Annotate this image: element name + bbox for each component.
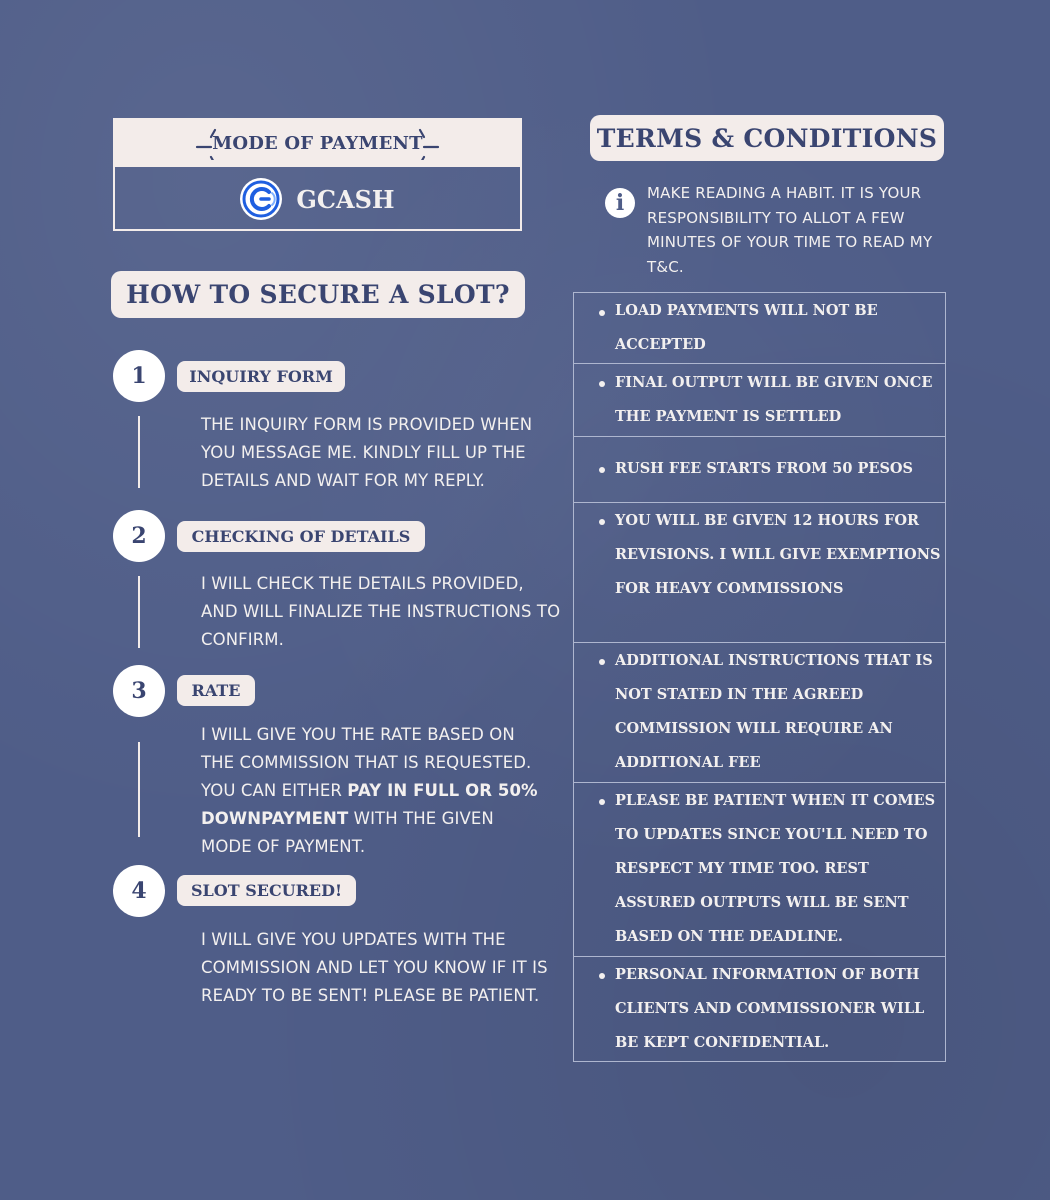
terms-item-text: LOAD PAYMENTS WILL NOT BE ACCEPTED: [615, 302, 878, 353]
how-to-heading: HOW TO SECURE A SLOT?: [111, 271, 525, 318]
step-1-title: INQUIRY FORM: [177, 361, 345, 392]
terms-item-text: PERSONAL INFORMATION OF BOTH CLIENTS AND COMMISSIONER WILL BE KEPT CONFIDENTIAL.: [615, 966, 925, 1051]
terms-item: [573, 363, 946, 437]
terms-item-text: RUSH FEE STARTS FROM 50 PESOS: [615, 460, 914, 477]
step-4-text: I WILL GIVE YOU UPDATES WITH THE COMMISSION AND LET YOU KNOW IF IT IS READY TO BE SENT! PLEASE BE PATIENT.: [201, 930, 548, 1005]
step-1-number: 1: [113, 350, 165, 402]
terms-item-text: PLEASE BE PATIENT WHEN IT COMES TO UPDATES SINCE YOU'LL NEED TO RESPECT MY TIME TOO. REST ASSURED OUTPUTS WILL BE SENT BASED ON THE DEADLINE.: [615, 792, 936, 945]
step-1-text: THE INQUIRY FORM IS PROVIDED WHEN YOU MESSAGE ME. KINDLY FILL UP THE DETAILS AND WAIT FOR MY REPLY.: [201, 415, 533, 490]
step-3-number: 3: [113, 665, 165, 717]
bullet-icon: [599, 381, 605, 387]
payment-header: [115, 120, 520, 167]
bullet-icon: [599, 659, 605, 665]
payment-method-row: [115, 169, 520, 229]
step-4-title: SLOT SECURED!: [177, 875, 356, 906]
step-3-connector: [138, 742, 140, 837]
bullet-icon: [599, 310, 605, 316]
info-icon: i: [605, 188, 635, 218]
terms-item-text: FINAL OUTPUT WILL BE GIVEN ONCE THE PAYMENT IS SETTLED: [615, 374, 933, 425]
payment-method: GCASH: [296, 184, 395, 214]
terms-item: [573, 642, 946, 783]
bullet-icon: [599, 973, 605, 979]
step-4-number: 4: [113, 865, 165, 917]
step-2-title: CHECKING OF DETAILS: [177, 521, 425, 552]
bullet-icon: [599, 799, 605, 805]
step-2-text: I WILL CHECK THE DETAILS PROVIDED, AND WILL FINALIZE THE INSTRUCTIONS TO CONFIRM.: [201, 574, 561, 649]
bullet-icon: [599, 467, 605, 473]
step-3-text: [201, 721, 546, 861]
terms-item: [573, 292, 946, 364]
gcash-logo-mark: [242, 180, 280, 218]
terms-intro: MAKE READING A HABIT. IT IS YOUR RESPONSIBILITY TO ALLOT A FEW MINUTES OF YOUR TIME TO READ MY T&C.: [647, 184, 933, 276]
step-1-connector: [138, 416, 140, 488]
terms-item: [573, 782, 946, 957]
step-3-text-end: WITH THE GIVEN MODE OF PAYMENT.: [201, 809, 494, 856]
step-2-connector: [138, 576, 140, 648]
step-3-title: RATE: [177, 675, 255, 706]
payment-box: [113, 118, 522, 231]
step-3-text-emphasis: PAY IN FULL OR 50% DOWNPAYMENT: [201, 781, 538, 828]
terms-heading: TERMS & CONDITIONS: [590, 115, 944, 161]
terms-item: [573, 436, 946, 503]
terms-item: [573, 502, 946, 643]
step-2-number: 2: [113, 510, 165, 562]
terms-item-text: YOU WILL BE GIVEN 12 HOURS FOR REVISIONS. I WILL GIVE EXEMPTIONS FOR HEAVY COMMISSIONS: [615, 512, 941, 597]
sparkle-right-icon: [414, 126, 442, 160]
payment-title: MODE OF PAYMENT: [212, 133, 423, 154]
terms-item: [573, 956, 946, 1062]
terms-item-text: ADDITIONAL INSTRUCTIONS THAT IS NOT STATED IN THE AGREED COMMISSION WILL REQUIRE AN ADDITIONAL FEE: [615, 652, 933, 771]
gcash-logo-icon: [240, 178, 282, 220]
bullet-icon: [599, 519, 605, 525]
sparkle-left-icon: [193, 126, 221, 160]
step-3-text-start: I WILL GIVE YOU THE RATE BASED ON THE COMMISSION THAT IS REQUESTED. YOU CAN EITHER: [201, 725, 532, 800]
